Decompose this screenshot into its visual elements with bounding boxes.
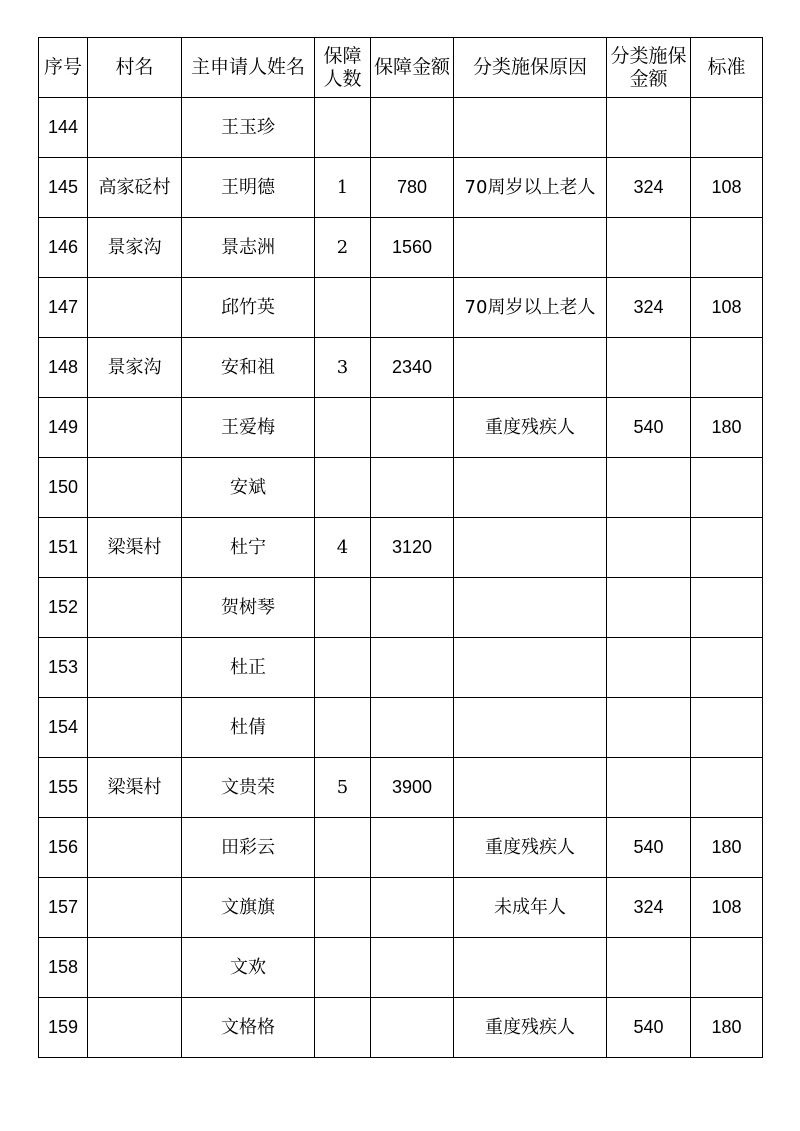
cell-applicant-name: 文格格 [182,998,315,1058]
cell-index: 155 [39,758,88,818]
cell-index: 157 [39,878,88,938]
cell-applicant-name: 文贵荣 [182,758,315,818]
cell-persons [315,998,371,1058]
cell-village [88,458,182,518]
cell-persons [315,938,371,998]
cell-standard [691,338,763,398]
cell-standard [691,938,763,998]
cell-category-amount: 324 [607,878,691,938]
cell-applicant-name: 安和祖 [182,338,315,398]
cell-category-amount: 540 [607,818,691,878]
table-row [39,218,763,278]
cell-standard [691,638,763,698]
cell-village [88,638,182,698]
cell-village [88,578,182,638]
header-index: 序号 [39,38,88,98]
header-category-amount: 分类施保金额 [607,38,691,98]
cell-standard: 108 [691,158,763,218]
cell-persons [315,878,371,938]
cell-persons: 5 [315,758,371,818]
cell-category-amount [607,458,691,518]
cell-category-reason: 重度残疾人 [454,398,607,458]
cell-standard [691,458,763,518]
cell-persons [315,638,371,698]
cell-applicant-name: 文欢 [182,938,315,998]
header-category-reason: 分类施保原因 [454,38,607,98]
cell-amount [371,938,454,998]
cell-category-reason [454,98,607,158]
cell-category-amount [607,638,691,698]
cell-persons [315,818,371,878]
cell-applicant-name: 田彩云 [182,818,315,878]
cell-category-reason [454,578,607,638]
cell-amount [371,818,454,878]
cell-category-amount [607,98,691,158]
cell-index: 150 [39,458,88,518]
cell-index: 146 [39,218,88,278]
cell-amount: 1560 [371,218,454,278]
cell-category-amount [607,338,691,398]
table-row [39,98,763,158]
cell-standard [691,698,763,758]
cell-applicant-name: 文旗旗 [182,878,315,938]
cell-amount [371,998,454,1058]
cell-index: 148 [39,338,88,398]
header-amount: 保障金额 [371,38,454,98]
cell-standard [691,518,763,578]
cell-amount [371,458,454,518]
cell-category-amount: 540 [607,398,691,458]
cell-category-reason [454,518,607,578]
header-applicant-name: 主申请人姓名 [182,38,315,98]
cell-amount [371,278,454,338]
cell-applicant-name: 王爱梅 [182,398,315,458]
cell-applicant-name: 邱竹英 [182,278,315,338]
cell-persons: 1 [315,158,371,218]
cell-category-amount [607,218,691,278]
cell-category-amount [607,518,691,578]
cell-applicant-name: 景志洲 [182,218,315,278]
cell-category-reason [454,938,607,998]
cell-category-reason: 未成年人 [454,878,607,938]
cell-village [88,998,182,1058]
cell-persons [315,578,371,638]
cell-index: 152 [39,578,88,638]
cell-category-amount [607,578,691,638]
cell-amount [371,578,454,638]
cell-village: 高家砭村 [88,158,182,218]
cell-amount [371,398,454,458]
cell-amount [371,878,454,938]
cell-amount [371,698,454,758]
cell-applicant-name: 杜宁 [182,518,315,578]
cell-village: 梁渠村 [88,758,182,818]
cell-village: 梁渠村 [88,518,182,578]
cell-category-amount [607,938,691,998]
cell-village [88,818,182,878]
table-row [39,638,763,698]
cell-persons: 3 [315,338,371,398]
cell-category-reason [454,698,607,758]
table-row [39,338,763,398]
cell-standard [691,758,763,818]
roster-table [38,37,763,1058]
table-row [39,578,763,638]
cell-standard: 180 [691,398,763,458]
cell-standard: 108 [691,878,763,938]
cell-standard [691,578,763,638]
table-row [39,518,763,578]
cell-village: 景家沟 [88,218,182,278]
cell-amount: 780 [371,158,454,218]
cell-village [88,398,182,458]
cell-category-amount [607,758,691,818]
cell-applicant-name: 安斌 [182,458,315,518]
cell-index: 151 [39,518,88,578]
cell-persons [315,398,371,458]
table-row [39,698,763,758]
cell-category-reason: 70周岁以上老人 [454,278,607,338]
table-row [39,278,763,338]
cell-applicant-name: 杜倩 [182,698,315,758]
cell-standard [691,218,763,278]
cell-village [88,698,182,758]
cell-amount [371,98,454,158]
cell-category-amount [607,698,691,758]
cell-category-reason: 70周岁以上老人 [454,158,607,218]
cell-category-reason: 重度残疾人 [454,998,607,1058]
table-row [39,938,763,998]
cell-standard: 180 [691,998,763,1058]
cell-index: 153 [39,638,88,698]
header-row [39,38,763,98]
header-village: 村名 [88,38,182,98]
cell-index: 147 [39,278,88,338]
header-persons: 保障人数 [315,38,371,98]
cell-persons: 4 [315,518,371,578]
cell-village [88,878,182,938]
cell-village [88,938,182,998]
cell-index: 158 [39,938,88,998]
cell-index: 149 [39,398,88,458]
cell-category-amount: 324 [607,158,691,218]
cell-applicant-name: 杜正 [182,638,315,698]
cell-persons [315,458,371,518]
cell-index: 144 [39,98,88,158]
table-row [39,878,763,938]
table-row [39,818,763,878]
cell-applicant-name: 王明德 [182,158,315,218]
cell-index: 159 [39,998,88,1058]
cell-village: 景家沟 [88,338,182,398]
table-row [39,998,763,1058]
cell-persons [315,98,371,158]
cell-persons [315,698,371,758]
cell-amount: 3120 [371,518,454,578]
cell-amount: 2340 [371,338,454,398]
cell-standard [691,98,763,158]
cell-category-reason: 重度残疾人 [454,818,607,878]
header-standard: 标准 [691,38,763,98]
cell-category-reason [454,338,607,398]
table-row [39,758,763,818]
cell-index: 154 [39,698,88,758]
cell-category-reason [454,758,607,818]
cell-category-reason [454,638,607,698]
cell-standard: 180 [691,818,763,878]
cell-applicant-name: 贺树琴 [182,578,315,638]
cell-amount: 3900 [371,758,454,818]
cell-category-amount: 324 [607,278,691,338]
cell-amount [371,638,454,698]
cell-applicant-name: 王玉珍 [182,98,315,158]
cell-category-amount: 540 [607,998,691,1058]
cell-village [88,98,182,158]
cell-village [88,278,182,338]
cell-index: 156 [39,818,88,878]
cell-persons [315,278,371,338]
cell-category-reason [454,458,607,518]
cell-persons: 2 [315,218,371,278]
cell-standard: 108 [691,278,763,338]
table-row [39,398,763,458]
table-row [39,158,763,218]
cell-category-reason [454,218,607,278]
table-body [39,98,763,1058]
table-row [39,458,763,518]
cell-index: 145 [39,158,88,218]
